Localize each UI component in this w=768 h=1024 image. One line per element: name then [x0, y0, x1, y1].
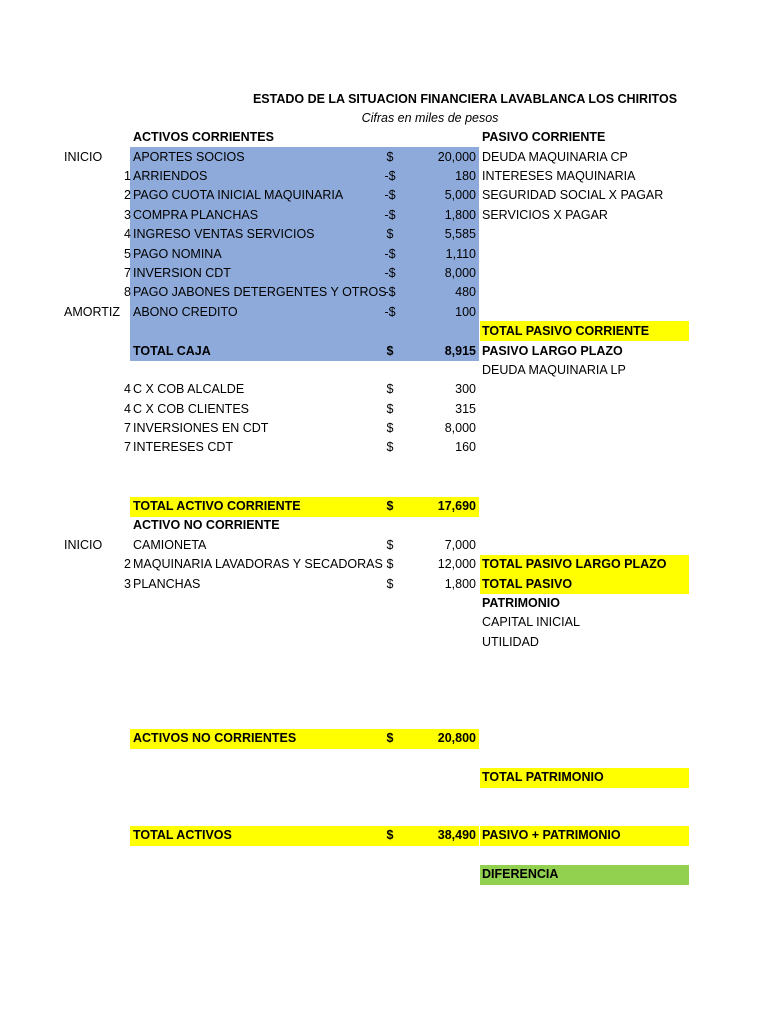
row-label: ABONO CREDITO — [133, 305, 238, 319]
row-amount: 300 — [455, 382, 476, 396]
row-label: C X COB CLIENTES — [133, 402, 249, 416]
activos-no-corrientes-label: ACTIVOS NO CORRIENTES — [133, 731, 297, 745]
row-number: 7 — [124, 421, 131, 435]
row-number: 4 — [124, 402, 131, 416]
activo-no-corriente-heading: ACTIVO NO CORRIENTE — [133, 518, 280, 532]
total-activo-corriente-label: TOTAL ACTIVO CORRIENTE — [133, 499, 301, 513]
row-amount: 5,585 — [444, 227, 476, 241]
row-label: INVERSIONES EN CDT — [133, 421, 269, 435]
row-currency: -$ — [384, 247, 396, 261]
row-amount: 12,000 — [437, 557, 476, 571]
row-number: 4 — [124, 227, 131, 241]
total-activos-currency: $ — [386, 828, 394, 842]
row-label: MAQUINARIA LAVADORAS Y SECADORAS — [133, 557, 383, 571]
row-number: 7 — [124, 266, 131, 280]
total-pasivo-label: TOTAL PASIVO — [482, 577, 573, 591]
row-amount: 20,000 — [437, 150, 476, 164]
report-title: ESTADO DE LA SITUACION FINANCIERA LAVABLANCA LOS CHIRITOS — [252, 92, 678, 106]
row-label: PAGO CUOTA INICIAL MAQUINARIA — [133, 188, 344, 202]
total-caja-amount: 8,915 — [444, 344, 476, 358]
row-label: INVERSION CDT — [133, 266, 231, 280]
row-currency: $ — [386, 577, 394, 591]
activos-no-corrientes-amount: 20,800 — [437, 731, 476, 745]
row-amount: 1,800 — [444, 577, 476, 591]
row-amount: 1,110 — [445, 247, 476, 261]
total-pasivo-corriente-label: TOTAL PASIVO CORRIENTE — [482, 324, 650, 338]
row-marker: AMORTIZ — [64, 305, 121, 319]
row-number: 7 — [124, 440, 131, 454]
row-number: 3 — [124, 577, 131, 591]
row-label: PAGO NOMINA — [133, 247, 222, 261]
row-label: APORTES SOCIOS — [133, 150, 245, 164]
total-activo-corriente-amount: 17,690 — [437, 499, 476, 513]
pasivo-patrimonio-label: PASIVO + PATRIMONIO — [482, 828, 621, 842]
row-label: PAGO JABONES DETERGENTES Y OTROS — [133, 285, 387, 299]
row-currency: $ — [386, 421, 394, 435]
row-currency: $ — [386, 538, 394, 552]
row-amount: 315 — [455, 402, 476, 416]
row-currency: -$ — [384, 188, 396, 202]
total-activos-label: TOTAL ACTIVOS — [133, 828, 232, 842]
activos-no-corrientes-currency: $ — [386, 731, 394, 745]
row-currency: $ — [386, 227, 394, 241]
row-currency: $ — [386, 402, 394, 416]
patrimonio-item: UTILIDAD — [482, 635, 539, 649]
pasivo-item: DEUDA MAQUINARIA LP — [482, 363, 626, 377]
row-amount: 5,000 — [444, 188, 476, 202]
row-currency: -$ — [384, 285, 396, 299]
row-number: 3 — [124, 208, 131, 222]
patrimonio-heading: PATRIMONIO — [482, 596, 561, 610]
row-marker: INICIO — [64, 150, 103, 164]
row-number: 2 — [124, 188, 131, 202]
total-activo-corriente-currency: $ — [386, 499, 394, 513]
total-pasivo-largo-plazo-label: TOTAL PASIVO LARGO PLAZO — [482, 557, 667, 571]
row-number: 4 — [124, 382, 131, 396]
row-number: 8 — [124, 285, 131, 299]
row-number: 2 — [124, 557, 131, 571]
row-amount: 100 — [455, 305, 476, 319]
pasivo-item: DEUDA MAQUINARIA CP — [482, 150, 628, 164]
row-currency: $ — [386, 440, 394, 454]
pasivo-item: SEGURIDAD SOCIAL X PAGAR — [482, 188, 664, 202]
row-currency: -$ — [384, 305, 396, 319]
total-caja-currency: $ — [386, 344, 394, 358]
total-caja-label: TOTAL CAJA — [133, 344, 211, 358]
row-label: INTERESES CDT — [133, 440, 234, 454]
row-currency: -$ — [384, 169, 396, 183]
row-amount: 1,800 — [444, 208, 476, 222]
row-amount: 160 — [455, 440, 476, 454]
row-label: ARRIENDOS — [133, 169, 208, 183]
row-number: 1 — [124, 169, 131, 183]
row-label: C X COB ALCALDE — [133, 382, 245, 396]
patrimonio-item: CAPITAL INICIAL — [482, 615, 580, 629]
row-label: INGRESO VENTAS SERVICIOS — [133, 227, 315, 241]
row-currency: -$ — [384, 208, 396, 222]
row-amount: 7,000 — [444, 538, 476, 552]
diferencia-label: DIFERENCIA — [482, 867, 559, 881]
row-currency: $ — [386, 557, 394, 571]
row-amount: 180 — [455, 169, 476, 183]
row-currency: $ — [386, 150, 394, 164]
total-patrimonio-label: TOTAL PATRIMONIO — [482, 770, 604, 784]
row-label: CAMIONETA — [133, 538, 207, 552]
row-amount: 8,000 — [444, 421, 476, 435]
row-amount: 480 — [455, 285, 476, 299]
total-activos-amount: 38,490 — [437, 828, 476, 842]
pasivo-item: SERVICIOS X PAGAR — [482, 208, 608, 222]
row-amount: 8,000 — [444, 266, 476, 280]
row-label: COMPRA PLANCHAS — [133, 208, 259, 222]
pasivo-largo-plazo-heading: PASIVO LARGO PLAZO — [482, 344, 623, 358]
row-currency: $ — [386, 382, 394, 396]
row-number: 5 — [124, 247, 131, 261]
activos-corrientes-heading: ACTIVOS CORRIENTES — [133, 130, 274, 144]
report-subtitle: Cifras en miles de pesos — [361, 111, 499, 125]
row-marker: INICIO — [64, 538, 103, 552]
row-label: PLANCHAS — [133, 577, 201, 591]
pasivo-item: INTERESES MAQUINARIA — [482, 169, 636, 183]
row-currency: -$ — [384, 266, 396, 280]
pasivo-corriente-heading: PASIVO CORRIENTE — [482, 130, 606, 144]
